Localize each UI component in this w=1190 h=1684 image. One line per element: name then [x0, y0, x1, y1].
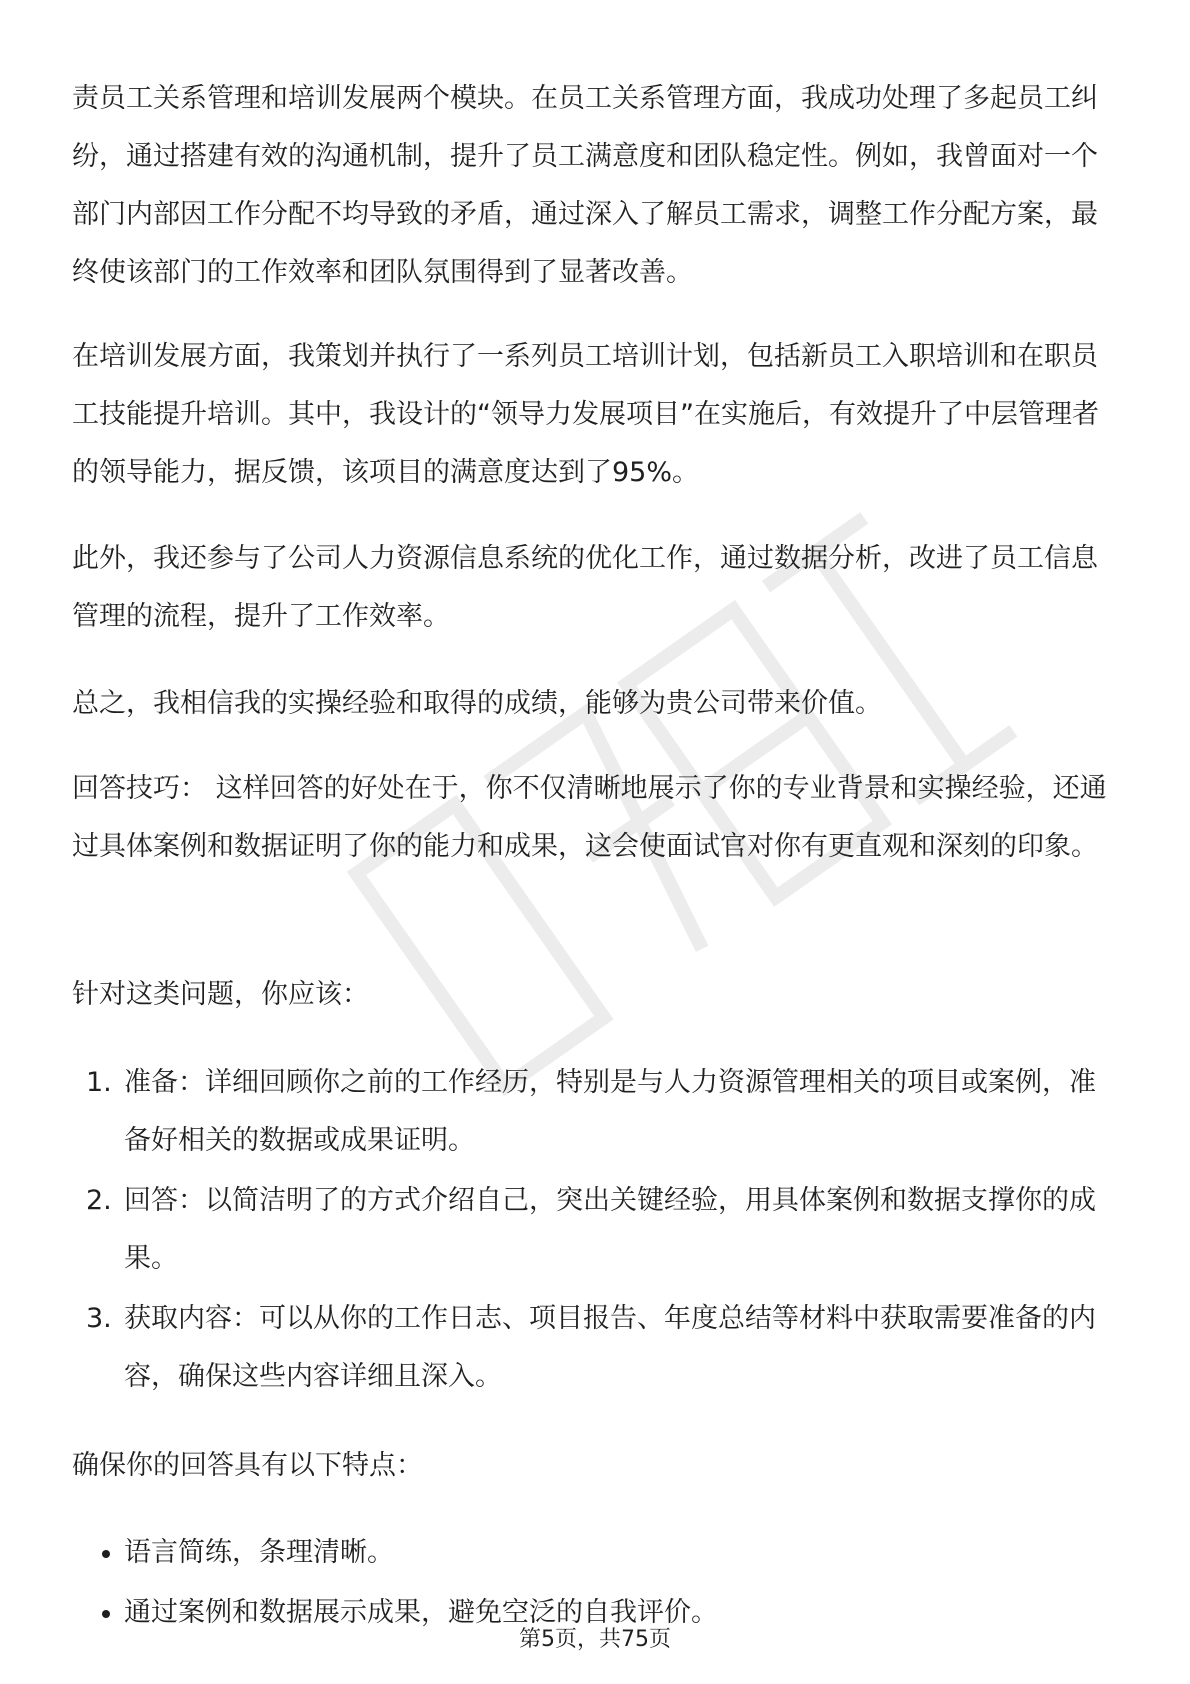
page-number-footer: 第5页，共75页 [519, 1627, 671, 1652]
list-item [72, 1172, 1122, 1288]
paragraph-text: 在培训发展方面，我策划并执行了一系列员工培训计划，包括新员工入职培训和在职员工技能提升培训。其中，我设计的“领导力发展项目”在实施后，有效提升了中层管理者的领导能力，据反馈，该项目的满意度达到了95%。 [72, 341, 1099, 488]
paragraph-answer-tips [72, 760, 1122, 876]
list-item-text: 回答：以简洁明了的方式介绍自己，突出关键经验，用具体案例和数据支撑你的成果。 [124, 1185, 1096, 1274]
paragraph-closing-intro [72, 1437, 1122, 1495]
paragraph-hris [72, 530, 1122, 646]
list-item-text: 准备：详细回顾你之前的工作经历，特别是与人力资源管理相关的项目或案例，准备好相关的数据或成果证明。 [124, 1067, 1096, 1156]
paragraph-text: 此外，我还参与了公司人力资源信息系统的优化工作，通过数据分析，改进了员工信息管理的流程，提升了工作效率。 [72, 543, 1098, 632]
ordered-list [72, 1054, 1122, 1408]
list-item [72, 1054, 1122, 1170]
paragraph-training [72, 328, 1122, 502]
list-item [72, 1290, 1122, 1406]
paragraph-summary [72, 675, 1122, 733]
paragraph-text: 确保你的回答具有以下特点： [72, 1450, 423, 1481]
paragraph-text: 责员工关系管理和培训发展两个模块。在员工关系管理方面，我成功处理了多起员工纠纷，通过搭建有效的沟通机制，提升了员工满意度和团队稳定性。例如，我曾面对一个部门内部因工作分配不均导致的矛盾，通过深入了解员工需求，调整工作分配方案，最终使该部门的工作效率和团队氛围得到了显著改善。 [72, 83, 1098, 288]
bullet-icon [102, 1610, 110, 1618]
list-number: 3. [86, 1303, 112, 1334]
paragraph-how-to [72, 966, 1122, 1024]
bullet-icon [102, 1550, 110, 1558]
paragraph-text: 回答技巧： 这样回答的好处在于，你不仅清晰地展示了你的专业背景和实操经验，还通过具体案例和数据证明了你的能力和成果，这会使面试官对你有更直观和深刻的印象。 [72, 773, 1107, 862]
paragraph-text: 总之，我相信我的实操经验和取得的成绩，能够为贵公司带来价值。 [72, 688, 882, 719]
list-number: 2. [86, 1185, 112, 1216]
paragraph-text: 针对这类问题，你应该： [72, 979, 369, 1010]
list-item-text: 通过案例和数据展示成果，避免空泛的自我评价。 [124, 1597, 718, 1628]
list-item [72, 1524, 1122, 1582]
list-item-text: 获取内容：可以从你的工作日志、项目报告、年度总结等材料中获取需要准备的内容，确保这些内容详细且深入。 [124, 1303, 1096, 1392]
paragraph-employee-relations [72, 70, 1122, 302]
list-number: 1. [86, 1067, 112, 1098]
list-item-text: 语言简练，条理清晰。 [124, 1537, 394, 1568]
